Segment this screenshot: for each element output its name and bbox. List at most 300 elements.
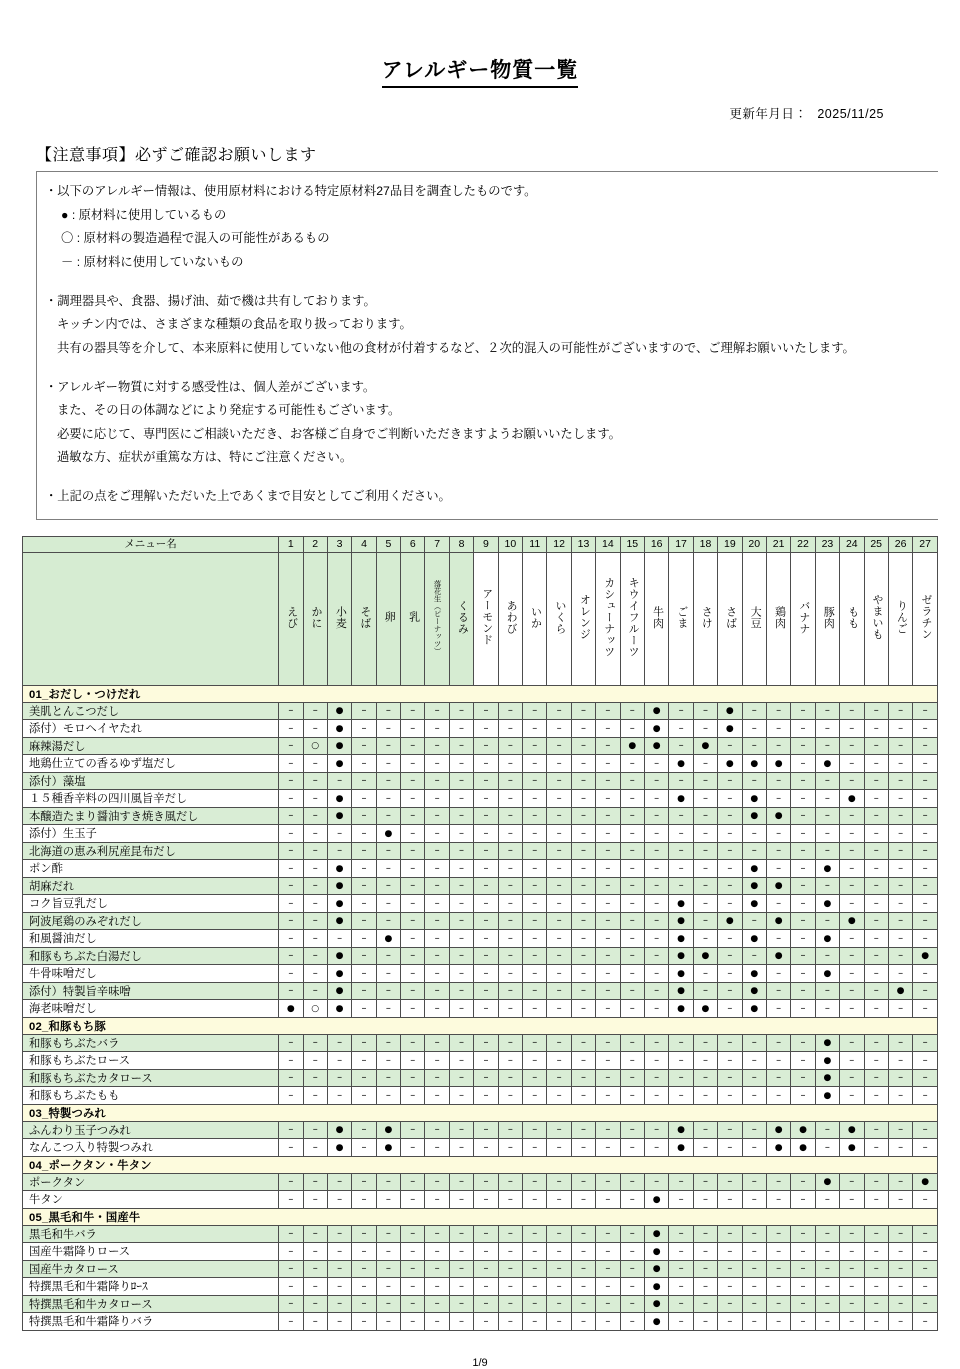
absent-icon: –	[654, 1072, 660, 1084]
absent-icon: –	[605, 1037, 611, 1049]
absent-icon: –	[507, 1141, 513, 1153]
allergen-cell	[766, 1052, 790, 1070]
absent-icon: –	[312, 1315, 318, 1327]
allergen-cell	[401, 842, 425, 860]
allergen-cell	[401, 965, 425, 983]
allergen-cell	[596, 790, 620, 808]
contains-icon: ●	[652, 741, 661, 752]
table-row	[23, 807, 938, 825]
absent-icon: –	[873, 1124, 879, 1136]
absent-icon: –	[678, 1037, 684, 1049]
contains-icon: ●	[750, 898, 759, 909]
allergen-cell	[547, 1000, 571, 1018]
allergen-cell	[888, 1087, 912, 1105]
allergen-cell	[571, 912, 595, 930]
column-number-12: 12	[547, 536, 571, 552]
absent-icon: –	[654, 862, 660, 874]
absent-icon: –	[410, 985, 416, 997]
absent-icon: –	[776, 722, 782, 734]
allergen-cell	[449, 1295, 473, 1313]
notice-spacer	[43, 470, 938, 485]
allergen-cell	[303, 755, 327, 773]
absent-icon: –	[849, 897, 855, 909]
absent-icon: –	[581, 1089, 586, 1101]
allergen-cell	[791, 1139, 815, 1157]
allergen-cell	[596, 982, 620, 1000]
contains-icon: ●	[677, 1003, 685, 1014]
allergen-cell	[620, 965, 644, 983]
contains-icon: ●	[335, 1142, 344, 1153]
absent-icon: –	[751, 1176, 757, 1188]
allergen-cell	[913, 790, 938, 808]
absent-icon: –	[751, 1072, 757, 1084]
allergen-cell	[498, 702, 522, 720]
menu-item-name: 特撰黒毛和牛霜降りﾛｰｽ	[23, 1278, 279, 1296]
absent-icon: –	[922, 1298, 928, 1310]
menu-item-name: 海老味噌だし	[23, 1000, 279, 1018]
allergen-label: オレンジ	[578, 594, 591, 641]
allergen-cell	[547, 1069, 571, 1087]
absent-icon: –	[410, 740, 416, 752]
allergen-cell	[474, 1173, 498, 1191]
allergen-cell	[352, 1052, 376, 1070]
allergen-cell	[864, 982, 888, 1000]
absent-icon: –	[361, 1002, 367, 1014]
allergen-cell	[644, 790, 668, 808]
allergen-cell	[742, 860, 766, 878]
allergen-cell	[401, 1191, 425, 1209]
absent-icon: –	[678, 775, 684, 787]
allergen-cell	[401, 1243, 425, 1261]
absent-icon: –	[532, 1089, 538, 1101]
allergen-cell	[840, 965, 864, 983]
allergen-cell	[279, 1034, 303, 1052]
table-row	[23, 982, 938, 1000]
column-number-4: 4	[352, 536, 376, 552]
absent-icon: –	[800, 1089, 806, 1101]
contains-icon: ●	[847, 793, 856, 804]
absent-icon: –	[800, 775, 806, 787]
absent-icon: –	[288, 757, 294, 769]
absent-icon: –	[532, 740, 538, 752]
allergen-cell	[596, 720, 620, 738]
allergen-cell	[742, 807, 766, 825]
menu-item-name: １５種香辛料の四川風旨辛だし	[23, 790, 279, 808]
allergen-cell	[644, 1313, 668, 1331]
contains-icon: ●	[750, 1003, 759, 1014]
allergen-cell	[791, 1243, 815, 1261]
allergen-cell	[523, 1191, 547, 1209]
allergen-cell	[425, 1087, 449, 1105]
absent-icon: –	[483, 985, 489, 997]
allergen-cell	[913, 702, 938, 720]
allergen-cell	[815, 790, 839, 808]
absent-icon: –	[507, 1263, 513, 1275]
absent-icon: –	[702, 1280, 708, 1292]
allergen-cell	[303, 982, 327, 1000]
allergen-cell	[888, 1139, 912, 1157]
allergen-cell	[742, 1191, 766, 1209]
absent-icon: –	[337, 1054, 343, 1066]
absent-icon: –	[727, 1124, 733, 1136]
absent-icon: –	[337, 1245, 343, 1257]
allergen-cell	[279, 895, 303, 913]
absent-icon: –	[702, 862, 708, 874]
allergen-cell	[791, 1191, 815, 1209]
absent-icon: –	[410, 810, 416, 822]
allergen-cell	[693, 1173, 717, 1191]
absent-icon: –	[434, 827, 440, 839]
absent-icon: –	[312, 1263, 318, 1275]
absent-icon: –	[849, 1298, 855, 1310]
absent-icon: –	[800, 880, 806, 892]
menu-item-name: 特撰黒毛和牛霜降りバラ	[23, 1313, 279, 1331]
absent-icon: –	[776, 1228, 782, 1240]
allergen-cell	[376, 1313, 400, 1331]
absent-icon: –	[288, 792, 294, 804]
absent-icon: –	[385, 722, 391, 734]
allergen-cell	[303, 912, 327, 930]
allergen-header-18	[693, 552, 717, 685]
allergen-cell	[840, 1121, 864, 1139]
allergen-cell	[279, 807, 303, 825]
contains-icon: ●	[384, 1125, 393, 1136]
absent-icon: –	[410, 1280, 416, 1292]
allergen-cell	[693, 702, 717, 720]
absent-icon: –	[898, 932, 904, 944]
allergen-cell	[376, 1295, 400, 1313]
allergen-cell	[474, 1243, 498, 1261]
allergen-cell	[376, 1139, 400, 1157]
absent-icon: –	[434, 1089, 440, 1101]
absent-icon: –	[361, 1193, 367, 1205]
absent-icon: –	[410, 880, 416, 892]
absent-icon: –	[727, 1315, 733, 1327]
absent-icon: –	[434, 792, 440, 804]
absent-icon: –	[800, 862, 806, 874]
absent-icon: –	[629, 1054, 635, 1066]
allergen-cell	[913, 1278, 938, 1296]
absent-icon: –	[922, 845, 928, 857]
allergen-cell	[644, 930, 668, 948]
allergen-cell	[718, 842, 742, 860]
allergen-cell	[742, 1278, 766, 1296]
allergen-cell	[669, 930, 693, 948]
allergen-cell	[791, 1295, 815, 1313]
absent-icon: –	[849, 1037, 855, 1049]
section-header-row	[23, 1104, 938, 1121]
absent-icon: –	[678, 880, 684, 892]
allergen-cell	[376, 772, 400, 790]
allergen-cell	[327, 842, 351, 860]
absent-icon: –	[434, 985, 440, 997]
allergen-cell	[376, 930, 400, 948]
absent-icon: –	[873, 1263, 879, 1275]
absent-icon: –	[507, 705, 513, 717]
allergen-cell	[815, 1295, 839, 1313]
allergen-cell	[864, 930, 888, 948]
allergen-cell	[644, 720, 668, 738]
absent-icon: –	[727, 740, 733, 752]
absent-icon: –	[702, 1054, 708, 1066]
allergen-cell	[474, 1278, 498, 1296]
menu-item-name: ポン酢	[23, 860, 279, 878]
absent-icon: –	[483, 1193, 489, 1205]
table-row	[23, 1191, 938, 1209]
absent-icon: –	[800, 1298, 806, 1310]
table-row	[23, 1034, 938, 1052]
absent-icon: –	[800, 1245, 806, 1257]
allergen-cell	[327, 807, 351, 825]
allergen-cell	[425, 965, 449, 983]
allergen-cell	[352, 895, 376, 913]
allergen-cell	[523, 720, 547, 738]
allergen-cell	[766, 930, 790, 948]
absent-icon: –	[776, 740, 782, 752]
absent-icon: –	[922, 915, 928, 927]
allergen-cell	[888, 790, 912, 808]
allergen-cell	[327, 877, 351, 895]
absent-icon: –	[702, 1193, 708, 1205]
table-row	[23, 720, 938, 738]
absent-icon: –	[702, 967, 708, 979]
absent-icon: –	[873, 722, 879, 734]
absent-icon: –	[361, 740, 367, 752]
allergen-cell	[449, 1260, 473, 1278]
allergen-cell	[815, 895, 839, 913]
allergen-cell	[303, 825, 327, 843]
absent-icon: –	[581, 950, 586, 962]
menu-item-name: 和豚もちぶたカタロース	[23, 1069, 279, 1087]
absent-icon: –	[922, 1002, 928, 1014]
allergen-cell	[327, 1260, 351, 1278]
allergen-cell	[840, 912, 864, 930]
allergen-cell	[523, 1278, 547, 1296]
absent-icon: –	[459, 1072, 465, 1084]
allergen-cell	[474, 842, 498, 860]
absent-icon: –	[532, 1280, 538, 1292]
allergen-cell	[644, 702, 668, 720]
allergen-cell	[376, 1069, 400, 1087]
absent-icon: –	[605, 1245, 611, 1257]
allergen-cell	[279, 1191, 303, 1209]
absent-icon: –	[605, 950, 611, 962]
absent-icon: –	[410, 792, 416, 804]
allergen-cell	[596, 1087, 620, 1105]
allergen-cell	[547, 912, 571, 930]
absent-icon: –	[751, 1089, 757, 1101]
allergen-cell	[401, 1034, 425, 1052]
allergen-cell	[376, 912, 400, 930]
absent-icon: –	[678, 845, 684, 857]
contains-icon: ●	[335, 706, 344, 717]
allergen-cell	[620, 842, 644, 860]
absent-icon: –	[288, 950, 294, 962]
title-block	[22, 0, 938, 88]
allergen-cell	[523, 1000, 547, 1018]
contains-icon: ●	[823, 933, 832, 944]
allergen-cell	[571, 825, 595, 843]
notice-line: キッチン内では、さまざまな種類の食品を取り扱っております。	[57, 317, 412, 332]
absent-icon: –	[483, 705, 489, 717]
contains-icon: ●	[750, 933, 759, 944]
contains-icon: ●	[750, 863, 759, 874]
allergen-cell	[547, 982, 571, 1000]
absent-icon: –	[605, 722, 611, 734]
allergen-cell	[864, 1313, 888, 1331]
absent-icon: –	[800, 1072, 806, 1084]
absent-icon: –	[751, 1280, 757, 1292]
allergen-cell	[523, 772, 547, 790]
allergen-cell	[498, 1225, 522, 1243]
allergen-cell	[279, 1000, 303, 1018]
allergen-cell	[791, 1278, 815, 1296]
allergen-cell	[693, 825, 717, 843]
allergen-cell	[498, 1000, 522, 1018]
absent-icon: –	[824, 1298, 830, 1310]
allergen-header-22	[791, 552, 815, 685]
allergen-cell	[840, 1191, 864, 1209]
allergen-cell	[596, 1191, 620, 1209]
absent-icon: –	[337, 1176, 343, 1188]
allergen-cell	[840, 1243, 864, 1261]
allergen-cell	[620, 772, 644, 790]
allergen-cell	[449, 702, 473, 720]
absent-icon: –	[312, 1089, 318, 1101]
absent-icon: –	[459, 705, 465, 717]
absent-icon: –	[532, 880, 538, 892]
allergen-cell	[913, 1260, 938, 1278]
allergen-cell	[693, 1260, 717, 1278]
absent-icon: –	[727, 792, 733, 804]
absent-icon: –	[507, 1245, 513, 1257]
absent-icon: –	[654, 880, 660, 892]
absent-icon: –	[922, 1037, 928, 1049]
allergen-label: ごま	[675, 605, 688, 629]
allergen-cell	[523, 895, 547, 913]
allergen-cell	[425, 842, 449, 860]
absent-icon: –	[605, 1089, 611, 1101]
allergen-cell	[303, 720, 327, 738]
absent-icon: –	[605, 757, 611, 769]
allergen-cell	[596, 1173, 620, 1191]
allergen-cell	[620, 1191, 644, 1209]
allergen-cell	[718, 1139, 742, 1157]
menu-item-name: コク旨豆乳だし	[23, 895, 279, 913]
absent-icon: –	[459, 1002, 465, 1014]
allergen-cell	[571, 1034, 595, 1052]
allergen-header-15	[620, 552, 644, 685]
absent-icon: –	[361, 1263, 367, 1275]
contains-icon: ●	[677, 1125, 685, 1136]
allergen-cell	[376, 965, 400, 983]
menu-item-name: 添付）藻塩	[23, 772, 279, 790]
allergen-cell	[571, 877, 595, 895]
allergen-cell	[913, 1243, 938, 1261]
absent-icon: –	[898, 775, 904, 787]
allergen-cell	[718, 930, 742, 948]
absent-icon: –	[532, 932, 538, 944]
absent-icon: –	[702, 1298, 708, 1310]
absent-icon: –	[800, 1002, 806, 1014]
contains-icon: ●	[701, 741, 710, 752]
allergen-cell	[547, 790, 571, 808]
allergen-cell	[303, 702, 327, 720]
absent-icon: –	[849, 880, 855, 892]
allergen-cell	[376, 1034, 400, 1052]
absent-icon: –	[605, 1193, 611, 1205]
allergen-cell	[498, 1260, 522, 1278]
absent-icon: –	[337, 1280, 343, 1292]
absent-icon: –	[922, 967, 928, 979]
allergen-cell	[791, 825, 815, 843]
absent-icon: –	[898, 827, 904, 839]
absent-icon: –	[385, 1228, 391, 1240]
absent-icon: –	[288, 1280, 294, 1292]
allergen-cell	[376, 877, 400, 895]
absent-icon: –	[459, 1263, 465, 1275]
allergen-cell	[352, 1069, 376, 1087]
menu-item-name: 地鶏仕立ての香るゆず塩だし	[23, 755, 279, 773]
absent-icon: –	[654, 932, 660, 944]
allergen-cell	[279, 772, 303, 790]
absent-icon: –	[800, 827, 806, 839]
absent-icon: –	[800, 1263, 806, 1275]
allergen-cell	[644, 982, 668, 1000]
absent-icon: –	[410, 950, 416, 962]
allergen-cell	[913, 912, 938, 930]
absent-icon: –	[312, 1054, 318, 1066]
allergen-cell	[693, 982, 717, 1000]
column-number-9: 9	[474, 536, 498, 552]
absent-icon: –	[605, 1298, 611, 1310]
absent-icon: –	[702, 792, 708, 804]
allergen-cell	[523, 1173, 547, 1191]
allergen-cell	[303, 965, 327, 983]
absent-icon: –	[507, 722, 513, 734]
absent-icon: –	[288, 1193, 294, 1205]
allergen-cell	[498, 720, 522, 738]
allergen-cell	[840, 772, 864, 790]
absent-icon: –	[654, 1124, 660, 1136]
absent-icon: –	[678, 1245, 684, 1257]
absent-icon: –	[702, 1176, 708, 1188]
contains-icon: ●	[652, 1246, 661, 1257]
allergen-cell	[474, 772, 498, 790]
allergen-cell	[523, 930, 547, 948]
allergen-cell	[401, 895, 425, 913]
allergen-cell	[913, 965, 938, 983]
absent-icon: –	[800, 792, 806, 804]
allergen-cell	[620, 877, 644, 895]
allergen-cell	[620, 1034, 644, 1052]
allergen-cell	[425, 1034, 449, 1052]
absent-icon: –	[678, 705, 684, 717]
absent-icon: –	[727, 1002, 733, 1014]
absent-icon: –	[385, 775, 391, 787]
absent-icon: –	[605, 1054, 611, 1066]
allergen-header-4	[352, 552, 376, 685]
allergen-cell	[766, 860, 790, 878]
contains-icon: ●	[652, 723, 661, 734]
menu-item-name: 麻辣湯だし	[23, 737, 279, 755]
allergen-cell	[864, 1139, 888, 1157]
allergen-cell	[498, 790, 522, 808]
absent-icon: –	[800, 1280, 806, 1292]
absent-icon: –	[800, 967, 806, 979]
absent-icon: –	[361, 722, 367, 734]
allergen-cell	[327, 1139, 351, 1157]
